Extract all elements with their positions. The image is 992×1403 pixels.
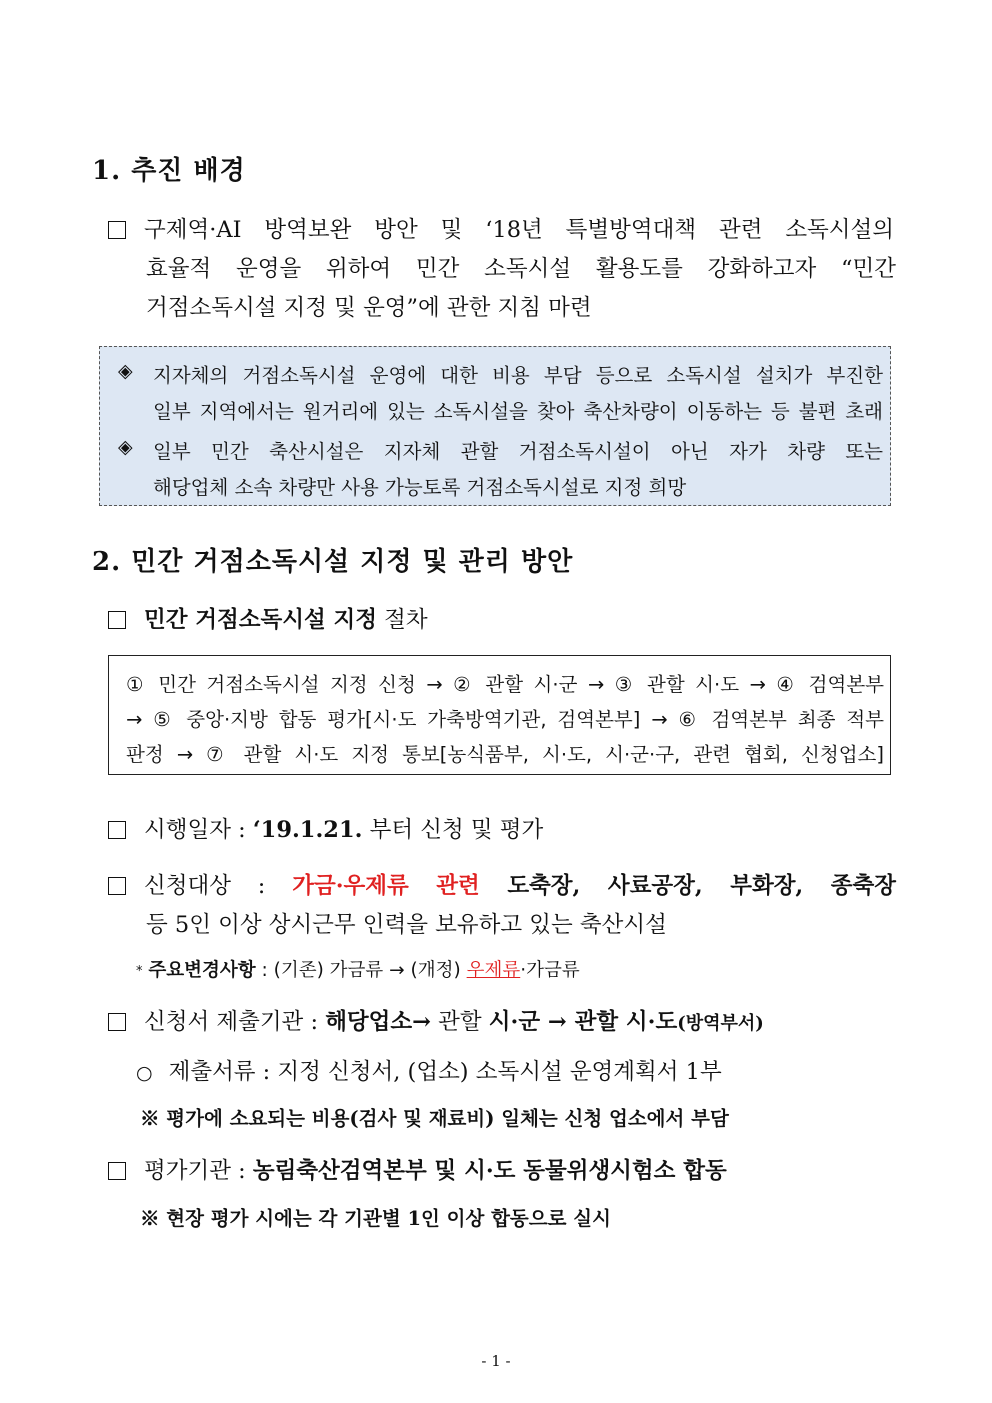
change-mid: : (기존) 가금류 → (개정) — [255, 960, 467, 981]
section1-bullet — [108, 212, 896, 244]
bullet-line: 구제역·AI 방역보완 방안 및 ‘18년 특별방역대책 관련 소독시설의 — [144, 217, 894, 243]
target-item — [108, 868, 898, 900]
cost-note: ※ 평가에 소요되는 비용(검사 및 재료비) 일체는 신청 업소에서 부담 — [140, 1107, 729, 1130]
procedure-line: → ⑤ 중앙·지방 합동 평가[시·도 가축방역기관, 검역본부] → ⑥ 검역본부 최종 적부 — [126, 708, 884, 731]
date-value: ‘19.1.21. — [252, 817, 363, 843]
circle-bullet-icon: ○ — [136, 1062, 153, 1084]
checkbox-square-icon — [108, 877, 126, 895]
procedure-line: ① 민간 거점소독시설 지정 신청 → ② 관할 시·군 → ③ 관할 시·도 → ④ 검역본부 — [126, 673, 884, 696]
submit-dept: (방역부서) — [677, 1013, 764, 1034]
note-line: 해당업체 소속 차량만 사용 가능토록 거점소독시설로 지정 희망 — [153, 476, 687, 499]
checkbox-square-icon — [108, 1162, 126, 1180]
checkbox-square-icon — [108, 221, 126, 239]
procedure-suffix: 절차 — [377, 607, 428, 633]
evaluation-item — [108, 1153, 727, 1185]
note-line: 일부 지역에서는 원거리에 있는 소독시설을 찾아 축산차량이 이동하는 등 불편 초래 — [153, 400, 883, 423]
submit-label: 신청서 제출기관 : — [144, 1009, 326, 1035]
evaluation-label: 평가기관 : — [144, 1158, 253, 1184]
page-number: - 1 - — [481, 1352, 511, 1370]
note-line: 일부 민간 축산시설은 지자체 관할 거점소독시설이 아닌 자가 차량 또는 — [153, 440, 883, 463]
bullet-line: 거점소독시설 지정 및 운영”에 관한 지침 마련 — [146, 295, 592, 321]
docs-text: 제출서류 : 지정 신청서, (업소) 소독시설 운영계획서 1부 — [168, 1059, 722, 1085]
procedure-item — [108, 602, 428, 634]
date-label: 시행일자 : — [144, 817, 253, 843]
evaluation-note: ※ 현장 평가 시에는 각 기관별 1인 이상 합동으로 실시 — [140, 1207, 611, 1230]
target-highlight: 가금·우제류 관련 — [292, 873, 480, 899]
diamond-icon: ◈ — [118, 436, 133, 458]
evaluation-agencies: 농림축산검역본부 및 시·도 동물위생시험소 합동 — [252, 1158, 727, 1184]
target-line2: 등 5인 이상 상시근무 인력을 보유하고 있는 축산시설 — [146, 912, 667, 938]
section1-heading: 1. 추진 배경 — [92, 156, 246, 186]
bullet-line: 효율적 운영을 위하여 민간 소독시설 활용도를 강화하고자 “민간 — [146, 256, 896, 282]
target-label: 신청대상 : — [144, 873, 293, 899]
note-line: 지자체의 거점소독시설 운영에 대한 비용 부담 등으로 소독시설 설치가 부진한 — [153, 364, 883, 387]
checkbox-square-icon — [108, 611, 126, 629]
submit-route: 시·군 → 관할 시·도 — [488, 1009, 678, 1035]
change-end: ·가금류 — [520, 960, 580, 981]
submit-mid: 관할 — [430, 1009, 489, 1035]
section2-heading: 2. 민간 거점소독시설 지정 및 관리 방안 — [92, 547, 574, 577]
change-highlight: 우제류 — [466, 960, 521, 981]
submit-origin: 해당업소→ — [325, 1009, 431, 1035]
checkbox-square-icon — [108, 1013, 126, 1031]
asterisk-mark: * — [136, 964, 143, 979]
change-title: 주요변경사항 — [148, 960, 256, 981]
procedure-title: 민간 거점소독시설 지정 — [144, 607, 378, 633]
submit-item — [108, 1004, 764, 1036]
diamond-icon: ◈ — [118, 360, 133, 382]
date-rest: 부터 신청 및 평가 — [362, 817, 544, 843]
docs-item — [136, 1054, 722, 1086]
change-note — [136, 956, 580, 982]
target-facilities: 도축장, 사료공장, 부화장, 종축장 — [479, 873, 897, 899]
effective-date-item — [108, 812, 543, 844]
checkbox-square-icon — [108, 821, 126, 839]
procedure-line: 판정 → ⑦ 관할 시·도 지정 통보[농식품부, 시·도, 시·군·구, 관련 협회, 신청업소] — [126, 743, 884, 766]
